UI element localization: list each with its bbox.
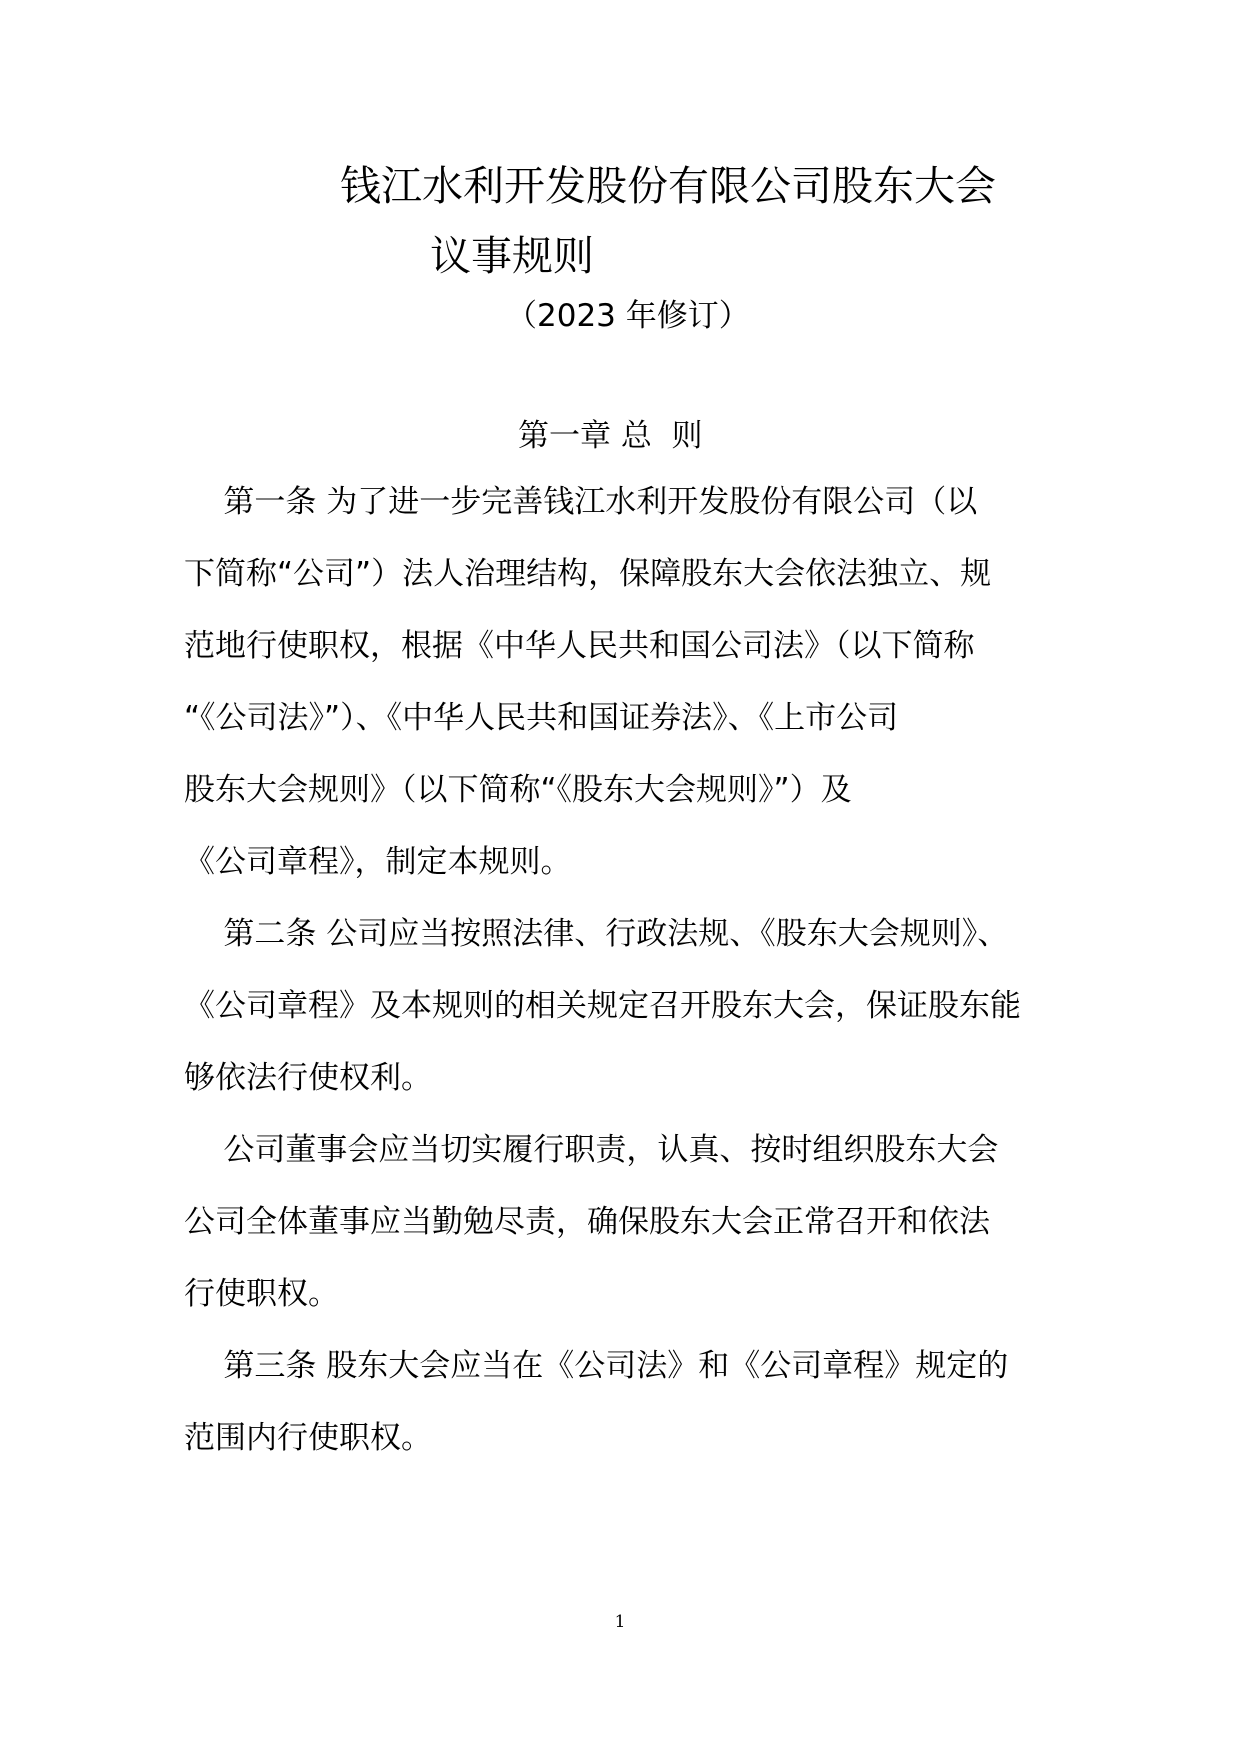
body-line: 《公司章程》及本规则的相关规定召开股东大会，保证股东能 — [184, 988, 1021, 1024]
document-title-continued: 议事规则 — [430, 232, 594, 280]
body-line: 范地行使职权，根据《中华人民共和国公司法》（以下简称 — [184, 628, 975, 664]
document-subtitle: （2023 年修订） — [506, 298, 750, 334]
body-line: “《公司法》”）、《中华人民共和国证券法》、《上市公司 — [184, 700, 899, 736]
body-line: 第一条 为了进一步完善钱江水利开发股份有限公司（以 — [184, 484, 978, 520]
body-line: 范围内行使职权。 — [184, 1420, 432, 1456]
chapter-heading: 第一章 总 则 — [518, 418, 703, 454]
body-line: 行使职权。 — [184, 1276, 339, 1312]
document-title: 钱江水利开发股份有限公司股东大会 — [340, 162, 996, 210]
body-line: 股东大会规则》（以下简称“《股东大会规则》”）及 — [184, 772, 852, 808]
body-line: 公司董事会应当切实履行职责，认真、按时组织股东大会 — [184, 1132, 999, 1168]
body-line: 《公司章程》，制定本规则。 — [184, 844, 572, 880]
body-line: 第三条 股东大会应当在《公司法》和《公司章程》规定的 — [184, 1348, 1009, 1384]
body-line: 公司全体董事应当勤勉尽责，确保股东大会正常召开和依法 — [184, 1204, 990, 1240]
body-line: 够依法行使权利。 — [184, 1060, 432, 1096]
body-line: 第二条 公司应当按照法律、行政法规、《股东大会规则》、 — [184, 916, 1009, 952]
page-number: 1 — [614, 1612, 626, 1632]
body-line: 下简称“公司”）法人治理结构，保障股东大会依法独立、规 — [184, 556, 992, 592]
